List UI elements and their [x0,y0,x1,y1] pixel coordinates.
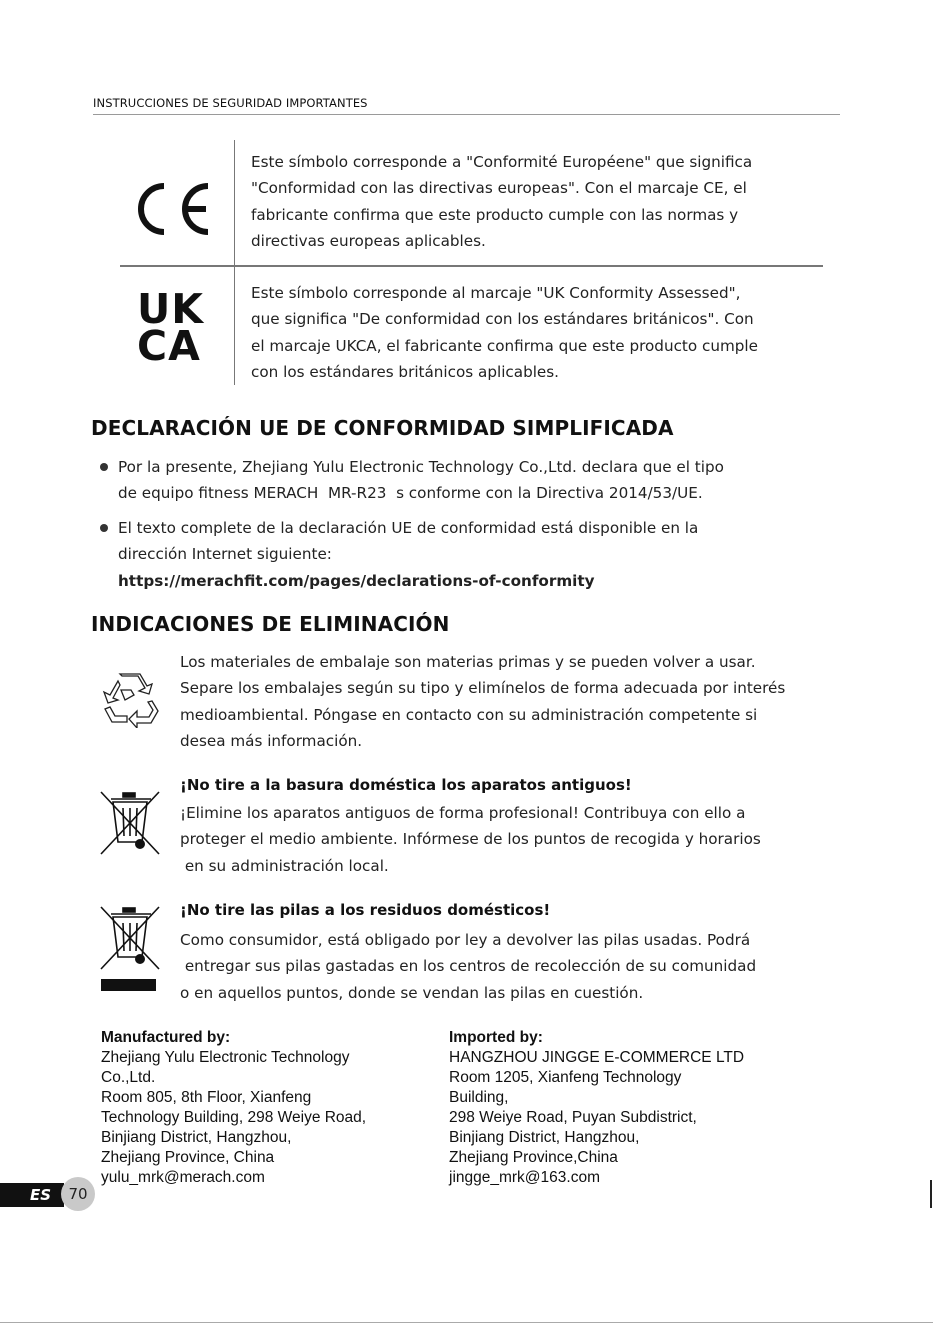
text-line: Separe los embalajes según su tipo y elimínelos de forma adecuada por interés [180,679,786,698]
text-line: proteger el medio ambiente. Infórmese de los puntos de recogida y horarios [180,830,761,849]
importer-block [449,1028,779,1188]
ukca-description [251,280,811,385]
text-line: Room 1205, Xianfeng Technology [449,1069,682,1086]
text-line: Co.,Ltd. [101,1069,156,1086]
bullet-icon [100,524,108,532]
text-line: Como consumidor, está obligado por ley a devolver las pilas usadas. Podrá [180,931,751,949]
text-line: "Conformidad con las directivas europeas". Con el marcaje CE, el [251,179,747,198]
header-divider [93,114,840,115]
language-badge: ES [0,1183,64,1207]
text-line: Este símbolo corresponde al marcaje "UK Conformity Assessed", [251,284,741,302]
declaration-bullet-2 [118,515,838,594]
text-line: Zhejiang Yulu Electronic Technology [101,1049,350,1066]
ce-mark-icon [128,180,214,238]
edge-mark [930,1180,932,1208]
model-number: MR-R23 [328,484,387,503]
text-line: en su administración local. [180,856,389,875]
recycle-text [180,649,820,754]
manufacturer-block [101,1028,431,1188]
ukca-line1: UK [137,285,205,333]
text-segment: de equipo fitness MERACH [118,484,319,503]
text-line: Por la presente, Zhejiang Yulu Electronic Technology Co.,Ltd. declara que el tipo [118,458,724,476]
text-line: Zhejiang Province, China [101,1149,275,1166]
bottom-divider [0,1322,933,1323]
disposal-heading: INDICACIONES DE ELIMINACIÓN [91,612,450,636]
manufacturer-email[interactable]: yulu_mrk@merach.com [101,1169,265,1186]
text-line: entregar sus pilas gastadas en los centros de recolección de su comunidad [180,957,757,976]
text-line: fabricante confirma que este producto cumple con las normas y [251,205,739,224]
battery-title: ¡No tire las pilas a los residuos domésticos! [180,901,551,919]
text-line: Binjiang District, Hangzhou, [101,1129,292,1146]
crossed-bin-icon [99,905,161,971]
text-line: El texto complete de la declaración UE de conformidad está disponible en la [118,519,699,537]
importer-email[interactable]: jingge_mrk@163.com [449,1169,600,1186]
text-line: el marcaje UKCA, el fabricante confirma que este producto cumple [251,336,758,355]
text-line: directivas europeas aplicables. [251,231,486,250]
text-line: o en aquellos puntos, donde se vendan las pilas en cuestión. [180,983,644,1002]
text-line: con los estándares británicos aplicables. [251,362,560,381]
text-line: ¡Elimine los aparatos antiguos de forma profesional! Contribuya con ello a [180,804,746,822]
ukca-line2: CA [137,322,201,370]
text-line: Technology Building, 298 Weiye Road, [101,1109,367,1126]
declaration-bullet-1 [118,454,838,507]
text-line: Los materiales de embalaje son materias primas y se pueden volver a usar. [180,653,756,671]
crossed-bin-icon [99,790,161,856]
text-line: Binjiang District, Hangzhou, [449,1129,640,1146]
text-line [118,480,838,506]
battery-text [180,927,840,1006]
text-line: Este símbolo corresponde a "Conformité Européene" que significa [251,153,753,171]
text-line: Building, [449,1089,509,1106]
weee-title: ¡No tire a la basura doméstica los aparatos antiguos! [180,776,632,794]
weee-text [180,800,840,879]
text-line: dirección Internet siguiente: [118,545,332,564]
text-line: que significa "De conformidad con los estándares británicos". Con [251,310,754,329]
ce-description [251,149,811,254]
table-vertical-divider [234,140,235,385]
bullet-icon [100,463,108,471]
text-line: Zhejiang Province,China [449,1149,618,1166]
battery-bar-icon [101,979,156,991]
importer-label: Imported by: [449,1029,543,1046]
page-header: INSTRUCCIONES DE SEGURIDAD IMPORTANTES [93,96,368,110]
text-line: 298 Weiye Road, Puyan Subdistrict, [449,1109,697,1126]
text-line: desea más información. [180,731,363,750]
ukca-mark-icon [137,285,213,370]
text-line: medioambiental. Póngase en contacto con su administración competente si [180,705,758,724]
recycle-icon [101,672,159,728]
manufacturer-label: Manufactured by: [101,1029,231,1046]
page-number: 70 [61,1177,95,1211]
declaration-heading: DECLARACIÓN UE DE CONFORMIDAD SIMPLIFICADA [91,416,674,440]
text-line: HANGZHOU JINGGE E-COMMERCE LTD [449,1049,745,1066]
declaration-link[interactable]: https://merachfit.com/pages/declarations-of-conformity [118,571,595,590]
text-segment: s conforme con la Directiva 2014/53/UE. [396,484,703,503]
table-horizontal-divider [120,265,823,267]
text-line: Room 805, 8th Floor, Xianfeng [101,1089,312,1106]
